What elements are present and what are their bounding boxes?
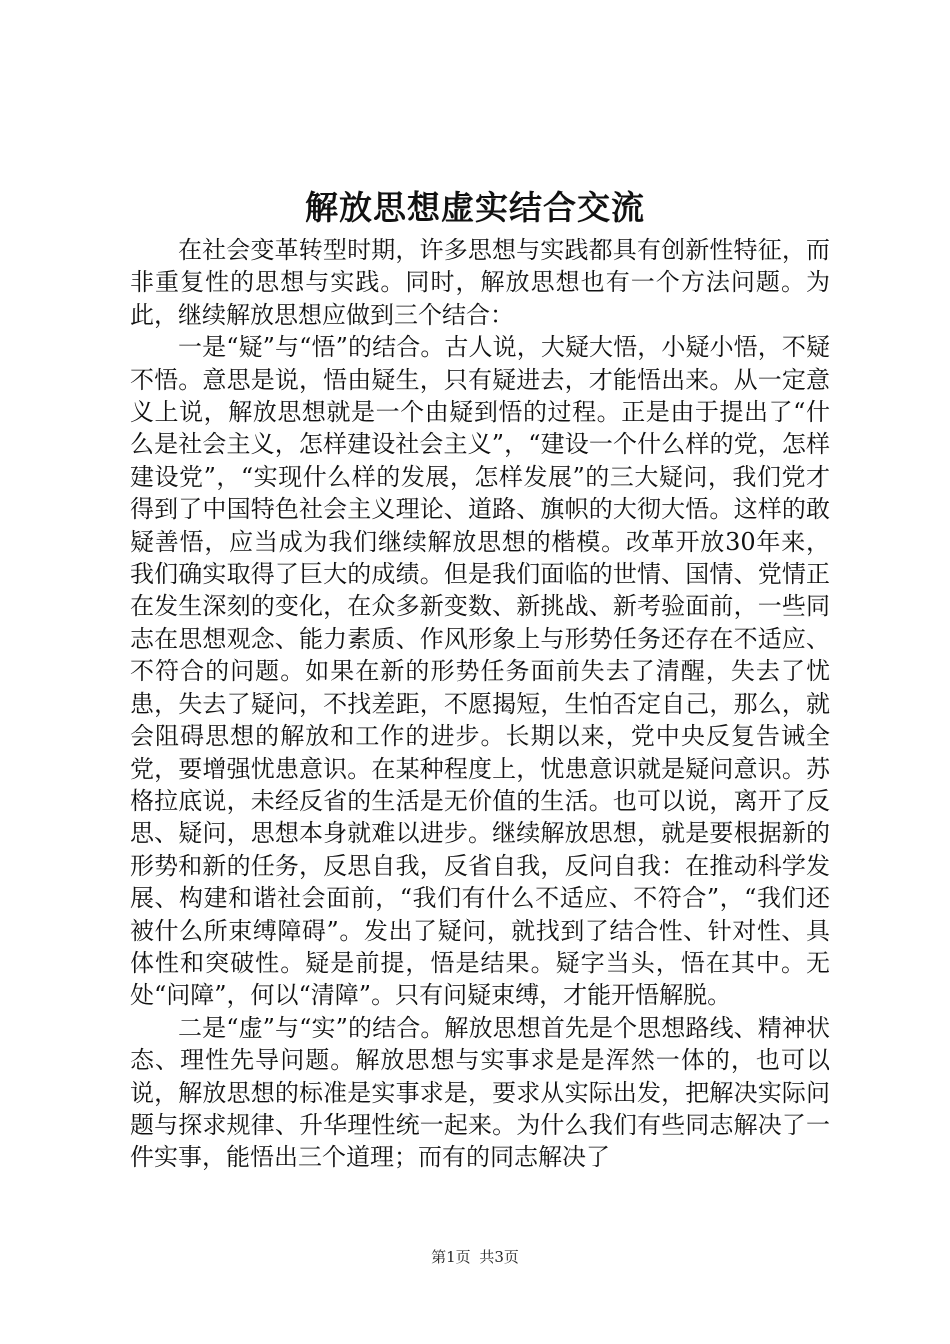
document-body [130,234,830,1174]
document-title: 解放思想虚实结合交流 [305,188,645,227]
paragraph-intro: 在社会变革转型时期，许多思想与实践都具有创新性特征，而非重复性的思想与实践。同时，解放思想也有一个方法问题。为此，继续解放思想应做到三个结合： [130,236,830,329]
page-total: 共3页 [479,1248,519,1266]
page-number: 第1页 [431,1248,471,1266]
page-footer [0,1247,950,1267]
paragraph-doubt-enlightenment: 一是“疑”与“悟”的结合。古人说，大疑大悟，小疑小悟，不疑不悟。意思是说，悟由疑生，只有疑进去，才能悟出来。从一定意义上说，解放思想就是一个由疑到悟的过程。正是由于提出了“什么是社会主义，怎样建设社会主义”，“建设一个什么样的党，怎样建设党”，“实现什么样的发展，怎样发展”的三大疑问，我们党才得到了中国特色社会主义理论、道路、旗帜的大彻大悟。这样的敢疑善悟，应当成为我们继续解放思想的楷模。改革开放30年来，我们确实取得了巨大的成绩。但是我们面临的世情、国情、党情正在发生深刻的变化，在众多新变数、新挑战、新考验面前，一些同志在思想观念、能力素质、作风形象上与形势任务还存在不适应、不符合的问题。如果在新的形势任务面前失去了清醒，失去了忧患，失去了疑问，不找差距，不愿揭短，生怕否定自己，那么，就会阻碍思想的解放和工作的进步。长期以来，党中央反复告诫全党，要增强忧患意识。在某种程度上，忧患意识就是疑问意识。苏格拉底说，未经反省的生活是无价值的生活。也可以说，离开了反思、疑问，思想本身就难以进步。继续解放思想，就是要根据新的形势和新的任务，反思自我，反省自我，反问自我：在推动科学发展、构建和谐社会面前，“我们有什么不适应、不符合”，“我们还被什么所束缚障碍”。发出了疑问，就找到了结合性、针对性、具体性和突破性。疑是前提，悟是结果。疑字当头，悟在其中。无处“问障”，何以“清障”。只有问疑束缚，才能开悟解脱。 [130,333,830,1010]
paragraph-virtual-real: 二是“虚”与“实”的结合。解放思想首先是个思想路线、精神状态、理性先导问题。解放思想与实事求是是浑然一体的，也可以说，解放思想的标准是实事求是，要求从实际出发，把解决实际问题与探求规律、升华理性统一起来。为什么我们有些同志解决了一件实事，能悟出三个道理；而有的同志解决了 [130,1013,830,1172]
